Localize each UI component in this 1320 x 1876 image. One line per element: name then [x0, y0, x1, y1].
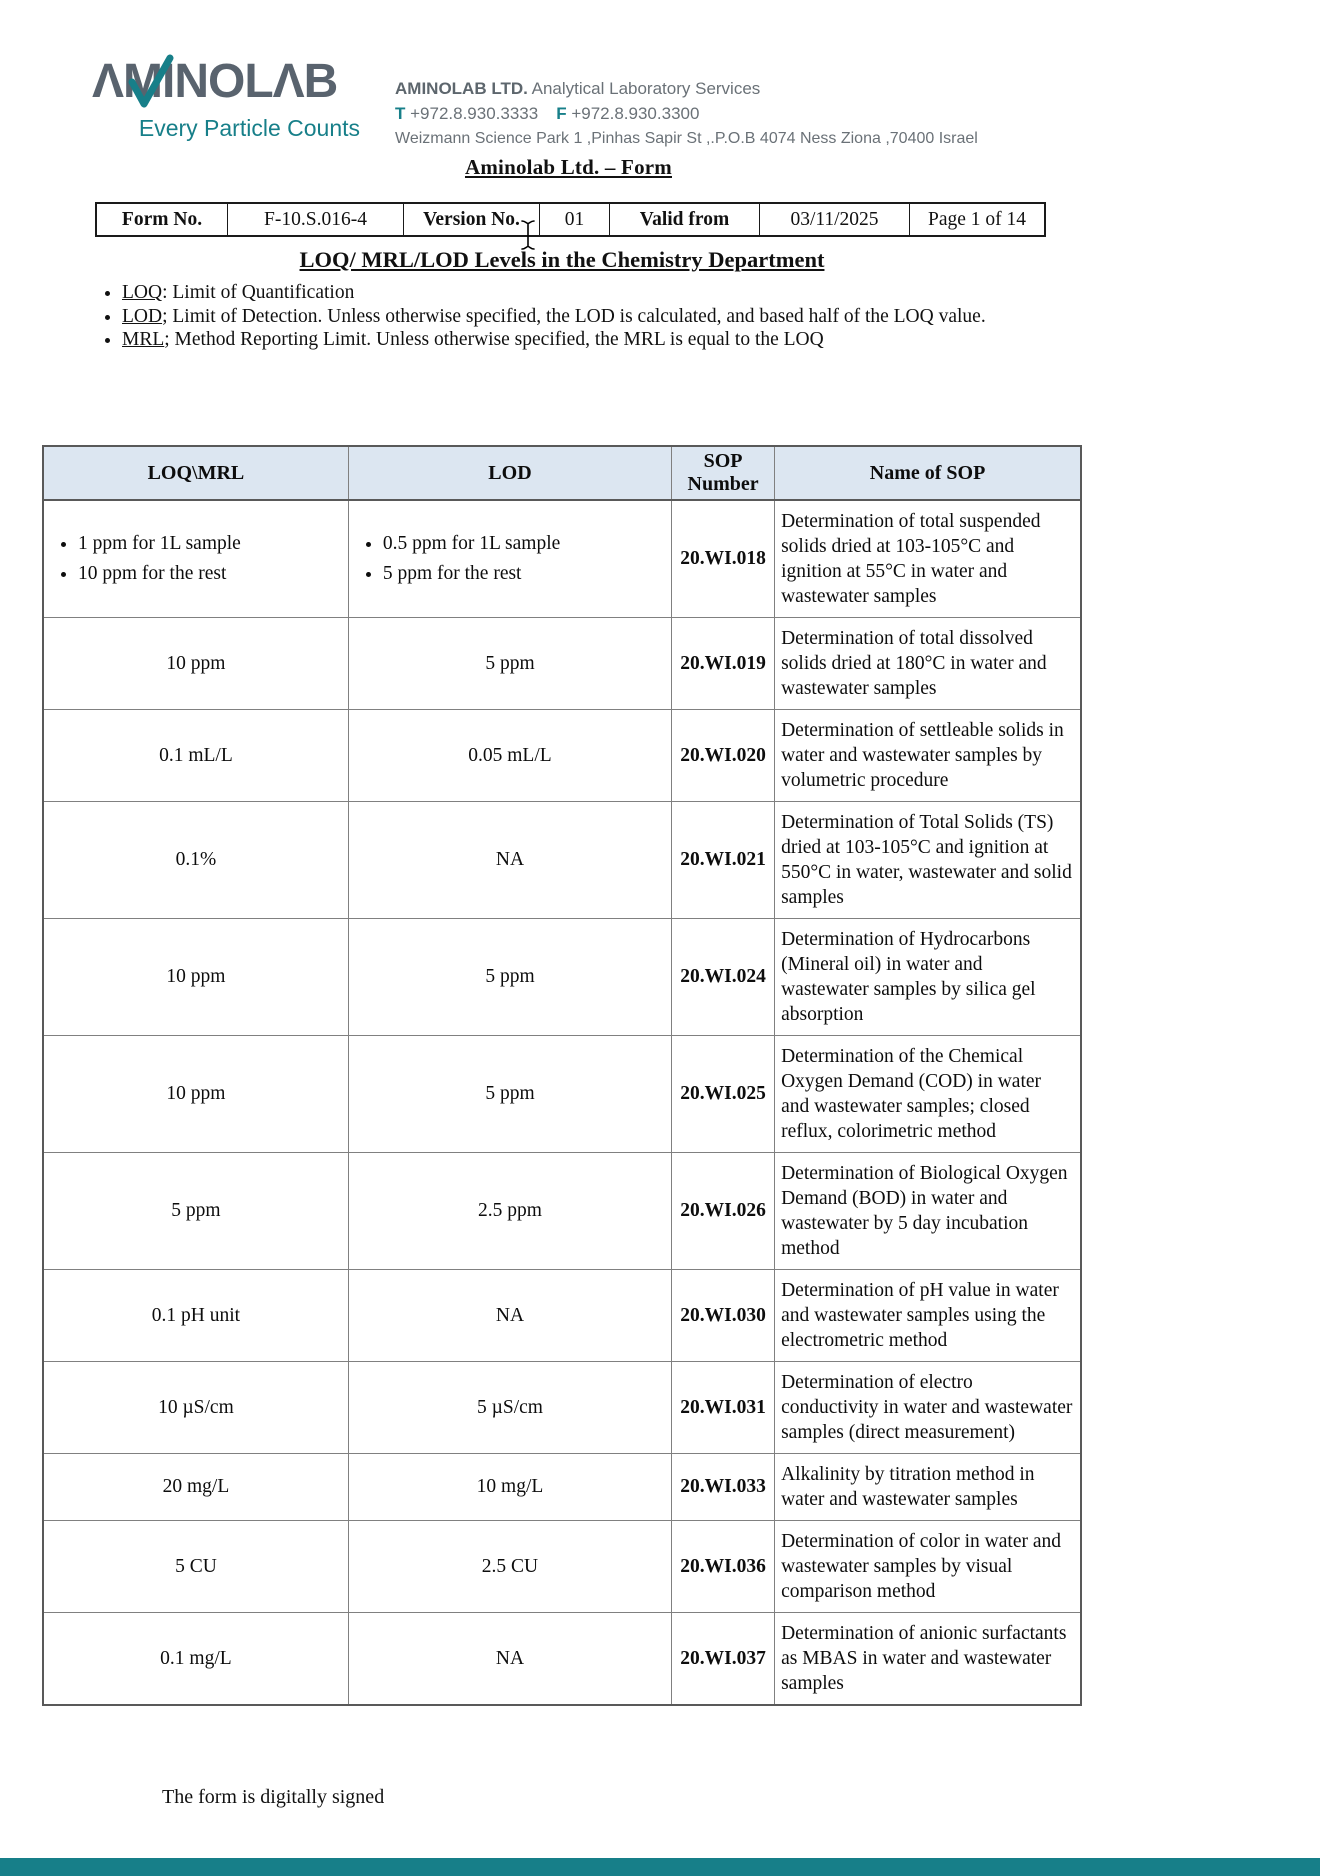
lod-cell: 0.05 mL/L [348, 710, 671, 802]
digitally-signed-note: The form is digitally signed [162, 1786, 385, 1808]
table-row [43, 919, 1081, 1036]
table-row [43, 1362, 1081, 1454]
sop-name-cell: Determination of settleable solids in water and wastewater samples by volumetric procedure [775, 710, 1081, 802]
lod-cell: 5 µS/cm [348, 1362, 671, 1454]
company-address: Weizmann Science Park 1 ,Pinhas Sapir St ,.P.O.B 4074 Ness Ziona ,70400 Israel [395, 130, 978, 147]
fax-number: +972.8.930.3300 [566, 104, 700, 123]
fax-label: F [556, 104, 567, 123]
loq-mrl-cell: 0.1% [43, 802, 348, 919]
sop-name-cell: Determination of Hydrocarbons (Mineral oil) in water and wastewater samples by silica gel absorption [775, 919, 1081, 1036]
sop-name-cell: Determination of Total Solids (TS) dried at 103-105°C and ignition at 550°C in water, wastewater and solid samples [775, 802, 1081, 919]
lod-cell: 2.5 ppm [348, 1153, 671, 1270]
lod-cell: NA [348, 1613, 671, 1706]
definition-item: • LOD; Limit of Detection. Unless otherwise specified, the LOD is calculated, and based half of the LOQ value. [122, 305, 1102, 329]
loq-mrl-cell: 20 mg/L [43, 1454, 348, 1521]
form-info-table [95, 202, 1046, 237]
loq-mrl-lod-table [42, 445, 1082, 1706]
sop-number-cell: 20.WI.018 [672, 500, 775, 618]
sop-number-cell: 20.WI.030 [672, 1270, 775, 1362]
sop-number-cell: 20.WI.031 [672, 1362, 775, 1454]
column-header-sop-number: SOP Number [672, 446, 775, 500]
sop-name-cell: Determination of total suspended solids dried at 103-105°C and ignition at 55°C in water and wastewater samples [775, 500, 1081, 618]
loq-mrl-cell: 0.1 mL/L [43, 710, 348, 802]
table-row [43, 1613, 1081, 1706]
loq-mrl-cell: 0.1 mg/L [43, 1613, 348, 1706]
company-name-line [395, 76, 978, 101]
company-services: Analytical Laboratory Services [527, 79, 761, 98]
column-header-lod: LOD [348, 446, 671, 500]
table-row [43, 802, 1081, 919]
sop-name-cell: Determination of electro conductivity in water and wastewater samples (direct measurement) [775, 1362, 1081, 1454]
sop-name-cell: Determination of total dissolved solids dried at 180°C in water and wastewater samples [775, 618, 1081, 710]
sop-number-cell: 20.WI.025 [672, 1036, 775, 1153]
column-header-sop-name: Name of SOP [775, 446, 1081, 500]
table-row [43, 1270, 1081, 1362]
loq-mrl-cell: 10 ppm [43, 618, 348, 710]
form-no-label: Form No. [97, 204, 227, 235]
loq-mrl-cell: 10 ppm [43, 919, 348, 1036]
sop-number-cell: 20.WI.026 [672, 1153, 775, 1270]
lod-cell: 5 ppm [348, 919, 671, 1036]
checkmark-icon [124, 54, 176, 112]
company-name: AMINOLAB LTD. [395, 79, 528, 98]
sop-name-cell: Determination of anionic surfactants as MBAS in water and wastewater samples [775, 1613, 1081, 1706]
sop-table-body [43, 500, 1081, 1705]
sop-number-cell: 20.WI.024 [672, 919, 775, 1036]
form-title: Aminolab Ltd. – Form [464, 155, 672, 179]
page-indicator: Page 1 of 14 [909, 204, 1044, 235]
sop-number-cell: 20.WI.033 [672, 1454, 775, 1521]
form-no-value: F-10.S.016-4 [227, 204, 403, 235]
lod-cell: NA [348, 802, 671, 919]
lod-cell: • 0.5 ppm for 1L sample • 5 ppm for the rest [348, 500, 671, 618]
table-header-row [43, 446, 1081, 500]
sop-number-cell: 20.WI.021 [672, 802, 775, 919]
sop-name-cell: Alkalinity by titration method in water and wastewater samples [775, 1454, 1081, 1521]
page-title: LOQ/ MRL/LOD Levels in the Chemistry Department [299, 247, 825, 272]
table-row [43, 500, 1081, 618]
definitions-list [96, 281, 1102, 352]
table-row [43, 1454, 1081, 1521]
loq-mrl-cell: 5 CU [43, 1521, 348, 1613]
company-phone-line [395, 101, 978, 126]
table-row [43, 618, 1081, 710]
sop-name-cell: Determination of pH value in water and wastewater samples using the electrometric method [775, 1270, 1081, 1362]
table-row [43, 1521, 1081, 1613]
phone-label: T [395, 104, 406, 123]
sop-number-cell: 20.WI.020 [672, 710, 775, 802]
definition-item: • MRL; Method Reporting Limit. Unless otherwise specified, the MRL is equal to the LOQ [122, 328, 1102, 352]
loq-mrl-cell: 0.1 pH unit [43, 1270, 348, 1362]
logo [92, 55, 364, 142]
footer-accent-bar [0, 1858, 1320, 1876]
sop-number-cell: 20.WI.037 [672, 1613, 775, 1706]
version-no-label: Version No. [403, 204, 539, 235]
company-info [395, 76, 978, 151]
loq-mrl-cell: 5 ppm [43, 1153, 348, 1270]
loq-mrl-cell: 10 ppm [43, 1036, 348, 1153]
sop-number-cell: 20.WI.019 [672, 618, 775, 710]
table-row [43, 1153, 1081, 1270]
sop-name-cell: Determination of Biological Oxygen Demand (BOD) in water and wastewater by 5 day incubation method [775, 1153, 1081, 1270]
sop-name-cell: Determination of color in water and wastewater samples by visual comparison method [775, 1521, 1081, 1613]
version-no-value[interactable]: 01 [539, 204, 609, 235]
lod-cell: NA [348, 1270, 671, 1362]
loq-mrl-cell: • 1 ppm for 1L sample • 10 ppm for the rest [43, 500, 348, 618]
table-row [43, 710, 1081, 802]
phone-number: +972.8.930.3333 [405, 104, 539, 123]
lod-cell: 10 mg/L [348, 1454, 671, 1521]
logo-tagline: Every Particle Counts [138, 115, 360, 141]
table-row [43, 1036, 1081, 1153]
valid-from-label: Valid from [609, 204, 759, 235]
lod-cell: 5 ppm [348, 618, 671, 710]
lod-cell: 2.5 CU [348, 1521, 671, 1613]
valid-from-value: 03/11/2025 [759, 204, 909, 235]
logo-brand-text: ΛMINOLΛB [92, 58, 364, 106]
loq-mrl-cell: 10 µS/cm [43, 1362, 348, 1454]
lod-cell: 5 ppm [348, 1036, 671, 1153]
column-header-loq-mrl: LOQ\MRL [43, 446, 348, 500]
sop-name-cell: Determination of the Chemical Oxygen Demand (COD) in water and wastewater samples; closed reflux, colorimetric method [775, 1036, 1081, 1153]
definition-item: • LOQ: Limit of Quantification [122, 281, 1102, 305]
sop-number-cell: 20.WI.036 [672, 1521, 775, 1613]
